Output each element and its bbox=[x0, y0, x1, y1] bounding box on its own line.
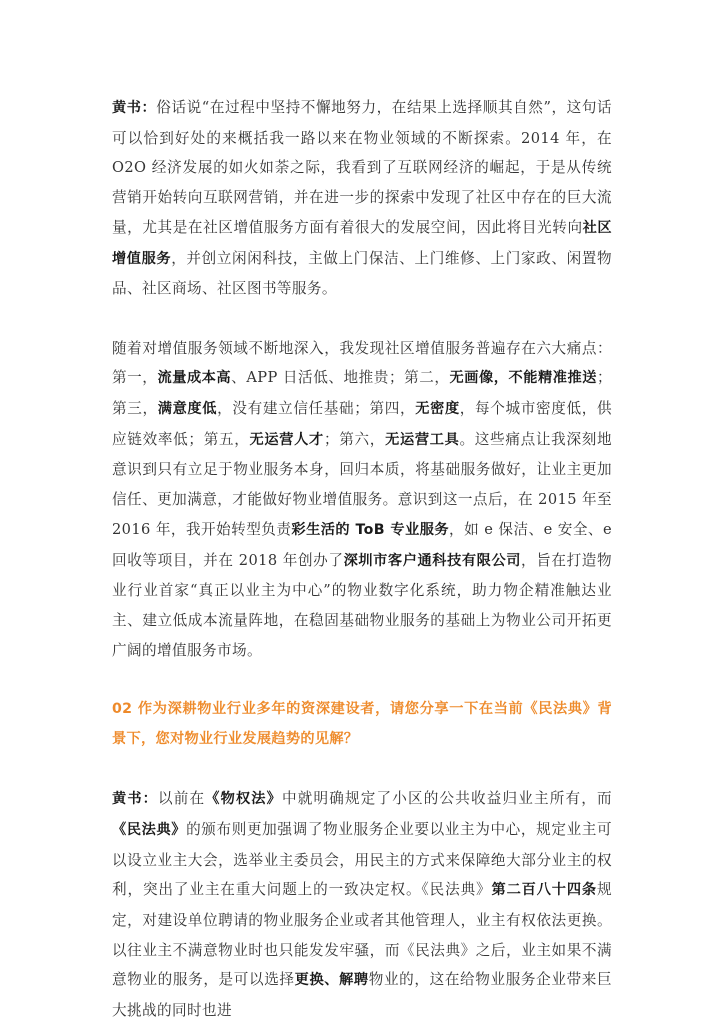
text-run: ，每个城市密度低，供应链效率低；第五， bbox=[112, 400, 612, 448]
bold-run: 流量成本高 bbox=[157, 370, 232, 387]
text-run: 中就明确规定了小区的公共收益归业主所有，而 bbox=[282, 790, 612, 808]
paragraph-intro bbox=[112, 93, 612, 304]
article-body bbox=[112, 93, 612, 1026]
paragraph-pain-points bbox=[112, 334, 612, 666]
text-run: ；第六， bbox=[323, 430, 386, 448]
text-run: 、APP 日活低、地推贵；第二， bbox=[231, 369, 450, 387]
text-run: 。这些痛点让我深刻地意识到只有立足于物业服务本身，回归本质，将基础服务做好，让业主更加信任、更加满意，才能做好物业增值服务。意识到这一点后，在 2015 年至 2016 年，我开始转型负责 bbox=[112, 430, 612, 538]
speaker-label: 黄书： bbox=[112, 791, 159, 808]
speaker-label: 黄书： bbox=[112, 100, 157, 116]
bold-run: 无密度 bbox=[415, 401, 460, 418]
bold-run: 无运营人才 bbox=[249, 431, 324, 448]
bold-run: 无运营工具 bbox=[385, 431, 460, 448]
bold-run: 《民法典》 bbox=[112, 821, 187, 838]
text-run: ，如 e 保洁、e 安全、e 回收等项目，并在 2018 年创办了 bbox=[112, 520, 612, 569]
bold-run: 无画像，不能精准推送 bbox=[449, 370, 597, 387]
text-run: 俗话说“在过程中坚持不懈地努力，在结果上选择顺其自然”，这句话可以恰到好处的来概括我一路以来在物业领域的不断探索。2014 年，在 O2O 经济发展的如火如荼之际，我看到了互联网经济的崛起，于是从传统营销开始转向互联网营销，并在进一步的探索中发现了社区中存在的巨大流量，尤其是在社区增值服务方面有着很大的发展空间，因此将目光转向 bbox=[112, 99, 612, 236]
text-run: 规定，对建设单位聘请的物业服务企业或者其他管理人，业主有权依法更换。以往业主不满意物业时也只能发发牢骚，而《民法典》之后，业主如果不满意物业的服务，是可以选择 bbox=[112, 881, 612, 989]
bold-run: 第二百八十四条 bbox=[491, 882, 597, 899]
text-run: 以前在 bbox=[158, 790, 206, 808]
bold-run: 社区增值服务 bbox=[112, 219, 612, 267]
bold-run: 满意度低 bbox=[157, 401, 218, 418]
text-run: ；第三， bbox=[112, 369, 612, 418]
text-run: ，并创立闲闲科技，主做上门保洁、上门维修、上门家政、闲置物品、社区商场、社区图书等服务。 bbox=[112, 249, 612, 298]
paragraph-answer bbox=[112, 784, 612, 1026]
text-run: ，没有建立信任基础；第四， bbox=[217, 400, 416, 418]
bold-run: 彩生活的 ToB 专业服务 bbox=[291, 521, 450, 538]
question-heading: 02 作为深耕物业行业多年的资深建设者，请您分享一下在当前《民法典》背景下，您对物业行业发展趋势的见解？ bbox=[112, 701, 612, 747]
bold-run: 更换、解聘 bbox=[294, 972, 369, 989]
text-run: 的颁布则更加强调了物业服务企业要以业主为中心，规定业主可以设立业主大会，选举业主委员会，用民主的方式来保障绝大部分业主的权利，突出了业主在重大问题上的一致决定权。《民法典》 bbox=[112, 820, 612, 899]
bold-run: 《物权法》 bbox=[205, 791, 282, 808]
bold-run: 深圳市客户通科技有限公司 bbox=[343, 552, 522, 569]
text-run: ，旨在打造物业行业首家“真正以业主为中心”的物业数字化系统，助力物企精准触达业主、建立低成本流量阵地，在稳固基础物业服务的基础上为物业公司开拓更广阔的增值服务市场。 bbox=[112, 551, 612, 659]
text-run: 随着对增值服务领域不断地深入，我发现社区增值服务普遍存在六大痛点：第一， bbox=[112, 339, 612, 387]
text-run: 物业的，这在给物业服务企业带来巨大挑战的同时也进 bbox=[112, 971, 612, 1020]
